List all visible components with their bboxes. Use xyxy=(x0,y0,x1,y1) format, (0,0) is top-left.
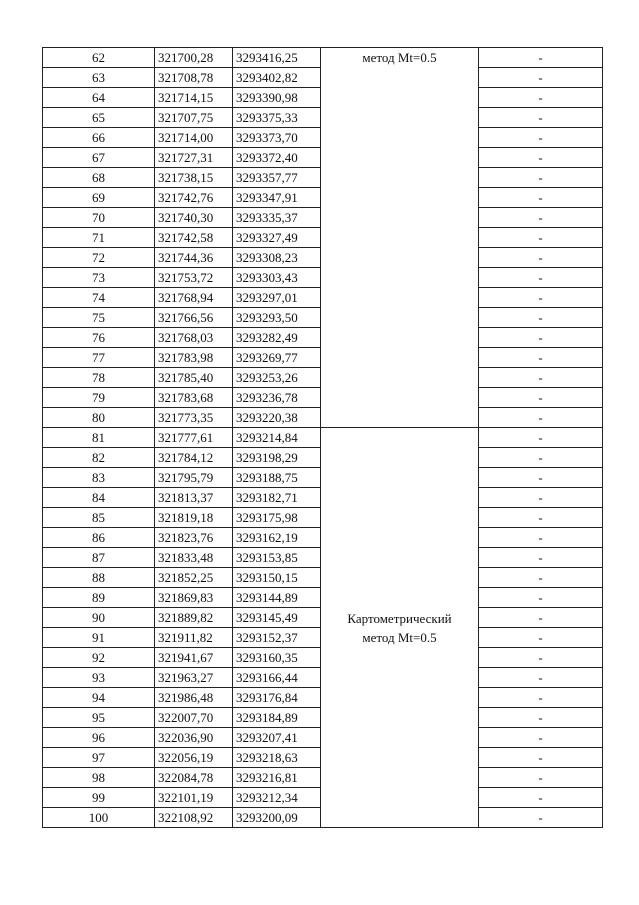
point-number-cell: 94 xyxy=(43,688,155,708)
x-coordinate-cell: 322108,92 xyxy=(155,808,233,828)
x-coordinate-cell: 322036,90 xyxy=(155,728,233,748)
y-coordinate-cell: 3293303,43 xyxy=(233,268,321,288)
x-coordinate-cell: 321773,35 xyxy=(155,408,233,428)
point-number-cell: 69 xyxy=(43,188,155,208)
point-number-cell: 91 xyxy=(43,628,155,648)
y-coordinate-cell: 3293282,49 xyxy=(233,328,321,348)
y-coordinate-cell: 3293373,70 xyxy=(233,128,321,148)
accuracy-cell: - xyxy=(479,588,603,608)
point-number-cell: 76 xyxy=(43,328,155,348)
point-number-cell: 77 xyxy=(43,348,155,368)
coordinates-table xyxy=(42,47,603,828)
accuracy-cell: - xyxy=(479,708,603,728)
x-coordinate-cell: 321911,82 xyxy=(155,628,233,648)
point-number-cell: 72 xyxy=(43,248,155,268)
accuracy-cell: - xyxy=(479,428,603,448)
y-coordinate-cell: 3293212,34 xyxy=(233,788,321,808)
point-number-cell: 75 xyxy=(43,308,155,328)
point-number-cell: 96 xyxy=(43,728,155,748)
method-line-2: метод Mt=0.5 xyxy=(362,629,437,645)
accuracy-cell: - xyxy=(479,608,603,628)
accuracy-cell: - xyxy=(479,48,603,68)
point-number-cell: 98 xyxy=(43,768,155,788)
y-coordinate-cell: 3293144,89 xyxy=(233,588,321,608)
x-coordinate-cell: 321784,12 xyxy=(155,448,233,468)
accuracy-cell: - xyxy=(479,128,603,148)
point-number-cell: 63 xyxy=(43,68,155,88)
point-number-cell: 87 xyxy=(43,548,155,568)
x-coordinate-cell: 321742,58 xyxy=(155,228,233,248)
accuracy-cell: - xyxy=(479,88,603,108)
accuracy-cell: - xyxy=(479,328,603,348)
table-row xyxy=(43,428,603,448)
point-number-cell: 68 xyxy=(43,168,155,188)
x-coordinate-cell: 321740,30 xyxy=(155,208,233,228)
accuracy-cell: - xyxy=(479,448,603,468)
x-coordinate-cell: 321869,83 xyxy=(155,588,233,608)
y-coordinate-cell: 3293150,15 xyxy=(233,568,321,588)
y-coordinate-cell: 3293402,82 xyxy=(233,68,321,88)
x-coordinate-cell: 321700,28 xyxy=(155,48,233,68)
x-coordinate-cell: 321823,76 xyxy=(155,528,233,548)
y-coordinate-cell: 3293200,09 xyxy=(233,808,321,828)
table-row xyxy=(43,48,603,68)
accuracy-cell: - xyxy=(479,808,603,828)
point-number-cell: 70 xyxy=(43,208,155,228)
y-coordinate-cell: 3293269,77 xyxy=(233,348,321,368)
y-coordinate-cell: 3293188,75 xyxy=(233,468,321,488)
x-coordinate-cell: 321768,03 xyxy=(155,328,233,348)
accuracy-cell: - xyxy=(479,288,603,308)
point-number-cell: 79 xyxy=(43,388,155,408)
method-cell-bottom xyxy=(321,428,479,828)
x-coordinate-cell: 321714,15 xyxy=(155,88,233,108)
accuracy-cell: - xyxy=(479,568,603,588)
accuracy-cell: - xyxy=(479,668,603,688)
accuracy-cell: - xyxy=(479,248,603,268)
point-number-cell: 78 xyxy=(43,368,155,388)
x-coordinate-cell: 321941,67 xyxy=(155,648,233,668)
y-coordinate-cell: 3293207,41 xyxy=(233,728,321,748)
x-coordinate-cell: 321852,25 xyxy=(155,568,233,588)
y-coordinate-cell: 3293218,63 xyxy=(233,748,321,768)
x-coordinate-cell: 321785,40 xyxy=(155,368,233,388)
point-number-cell: 97 xyxy=(43,748,155,768)
accuracy-cell: - xyxy=(479,528,603,548)
y-coordinate-cell: 3293308,23 xyxy=(233,248,321,268)
y-coordinate-cell: 3293253,26 xyxy=(233,368,321,388)
x-coordinate-cell: 321766,56 xyxy=(155,308,233,328)
x-coordinate-cell: 321889,82 xyxy=(155,608,233,628)
accuracy-cell: - xyxy=(479,188,603,208)
accuracy-cell: - xyxy=(479,148,603,168)
point-number-cell: 83 xyxy=(43,468,155,488)
point-number-cell: 85 xyxy=(43,508,155,528)
accuracy-cell: - xyxy=(479,508,603,528)
y-coordinate-cell: 3293375,33 xyxy=(233,108,321,128)
accuracy-cell: - xyxy=(479,68,603,88)
accuracy-cell: - xyxy=(479,108,603,128)
point-number-cell: 80 xyxy=(43,408,155,428)
accuracy-cell: - xyxy=(479,748,603,768)
point-number-cell: 92 xyxy=(43,648,155,668)
accuracy-cell: - xyxy=(479,628,603,648)
x-coordinate-cell: 321753,72 xyxy=(155,268,233,288)
x-coordinate-cell: 321742,76 xyxy=(155,188,233,208)
x-coordinate-cell: 321783,98 xyxy=(155,348,233,368)
accuracy-cell: - xyxy=(479,788,603,808)
accuracy-cell: - xyxy=(479,648,603,668)
y-coordinate-cell: 3293175,98 xyxy=(233,508,321,528)
x-coordinate-cell: 321777,61 xyxy=(155,428,233,448)
y-coordinate-cell: 3293220,38 xyxy=(233,408,321,428)
x-coordinate-cell: 321963,27 xyxy=(155,668,233,688)
y-coordinate-cell: 3293390,98 xyxy=(233,88,321,108)
y-coordinate-cell: 3293145,49 xyxy=(233,608,321,628)
y-coordinate-cell: 3293198,29 xyxy=(233,448,321,468)
y-coordinate-cell: 3293416,25 xyxy=(233,48,321,68)
x-coordinate-cell: 322056,19 xyxy=(155,748,233,768)
accuracy-cell: - xyxy=(479,268,603,288)
point-number-cell: 71 xyxy=(43,228,155,248)
x-coordinate-cell: 321783,68 xyxy=(155,388,233,408)
y-coordinate-cell: 3293372,40 xyxy=(233,148,321,168)
accuracy-cell: - xyxy=(479,228,603,248)
y-coordinate-cell: 3293335,37 xyxy=(233,208,321,228)
point-number-cell: 84 xyxy=(43,488,155,508)
accuracy-cell: - xyxy=(479,468,603,488)
y-coordinate-cell: 3293347,91 xyxy=(233,188,321,208)
y-coordinate-cell: 3293327,49 xyxy=(233,228,321,248)
method-cell-top: метод Mt=0.5 xyxy=(321,48,479,428)
x-coordinate-cell: 322101,19 xyxy=(155,788,233,808)
point-number-cell: 64 xyxy=(43,88,155,108)
x-coordinate-cell: 321813,37 xyxy=(155,488,233,508)
point-number-cell: 81 xyxy=(43,428,155,448)
x-coordinate-cell: 321986,48 xyxy=(155,688,233,708)
x-coordinate-cell: 321795,79 xyxy=(155,468,233,488)
x-coordinate-cell: 321744,36 xyxy=(155,248,233,268)
y-coordinate-cell: 3293216,81 xyxy=(233,768,321,788)
accuracy-cell: - xyxy=(479,388,603,408)
y-coordinate-cell: 3293152,37 xyxy=(233,628,321,648)
x-coordinate-cell: 321714,00 xyxy=(155,128,233,148)
y-coordinate-cell: 3293162,19 xyxy=(233,528,321,548)
point-number-cell: 73 xyxy=(43,268,155,288)
x-coordinate-cell: 322007,70 xyxy=(155,708,233,728)
accuracy-cell: - xyxy=(479,548,603,568)
y-coordinate-cell: 3293166,44 xyxy=(233,668,321,688)
point-number-cell: 66 xyxy=(43,128,155,148)
x-coordinate-cell: 321707,75 xyxy=(155,108,233,128)
x-coordinate-cell: 322084,78 xyxy=(155,768,233,788)
y-coordinate-cell: 3293357,77 xyxy=(233,168,321,188)
accuracy-cell: - xyxy=(479,408,603,428)
point-number-cell: 74 xyxy=(43,288,155,308)
x-coordinate-cell: 321833,48 xyxy=(155,548,233,568)
point-number-cell: 90 xyxy=(43,608,155,628)
point-number-cell: 62 xyxy=(43,48,155,68)
y-coordinate-cell: 3293214,84 xyxy=(233,428,321,448)
point-number-cell: 88 xyxy=(43,568,155,588)
point-number-cell: 93 xyxy=(43,668,155,688)
coordinates-table-body xyxy=(43,48,603,828)
y-coordinate-cell: 3293236,78 xyxy=(233,388,321,408)
y-coordinate-cell: 3293153,85 xyxy=(233,548,321,568)
x-coordinate-cell: 321708,78 xyxy=(155,68,233,88)
y-coordinate-cell: 3293176,84 xyxy=(233,688,321,708)
point-number-cell: 89 xyxy=(43,588,155,608)
accuracy-cell: - xyxy=(479,168,603,188)
point-number-cell: 82 xyxy=(43,448,155,468)
point-number-cell: 99 xyxy=(43,788,155,808)
accuracy-cell: - xyxy=(479,488,603,508)
accuracy-cell: - xyxy=(479,348,603,368)
accuracy-cell: - xyxy=(479,308,603,328)
accuracy-cell: - xyxy=(479,768,603,788)
method-line-1: Картометрический xyxy=(347,610,452,626)
x-coordinate-cell: 321727,31 xyxy=(155,148,233,168)
y-coordinate-cell: 3293182,71 xyxy=(233,488,321,508)
point-number-cell: 65 xyxy=(43,108,155,128)
point-number-cell: 86 xyxy=(43,528,155,548)
x-coordinate-cell: 321819,18 xyxy=(155,508,233,528)
accuracy-cell: - xyxy=(479,728,603,748)
y-coordinate-cell: 3293160,35 xyxy=(233,648,321,668)
point-number-cell: 100 xyxy=(43,808,155,828)
y-coordinate-cell: 3293184,89 xyxy=(233,708,321,728)
y-coordinate-cell: 3293293,50 xyxy=(233,308,321,328)
x-coordinate-cell: 321738,15 xyxy=(155,168,233,188)
y-coordinate-cell: 3293297,01 xyxy=(233,288,321,308)
accuracy-cell: - xyxy=(479,368,603,388)
point-number-cell: 95 xyxy=(43,708,155,728)
accuracy-cell: - xyxy=(479,208,603,228)
x-coordinate-cell: 321768,94 xyxy=(155,288,233,308)
accuracy-cell: - xyxy=(479,688,603,708)
point-number-cell: 67 xyxy=(43,148,155,168)
